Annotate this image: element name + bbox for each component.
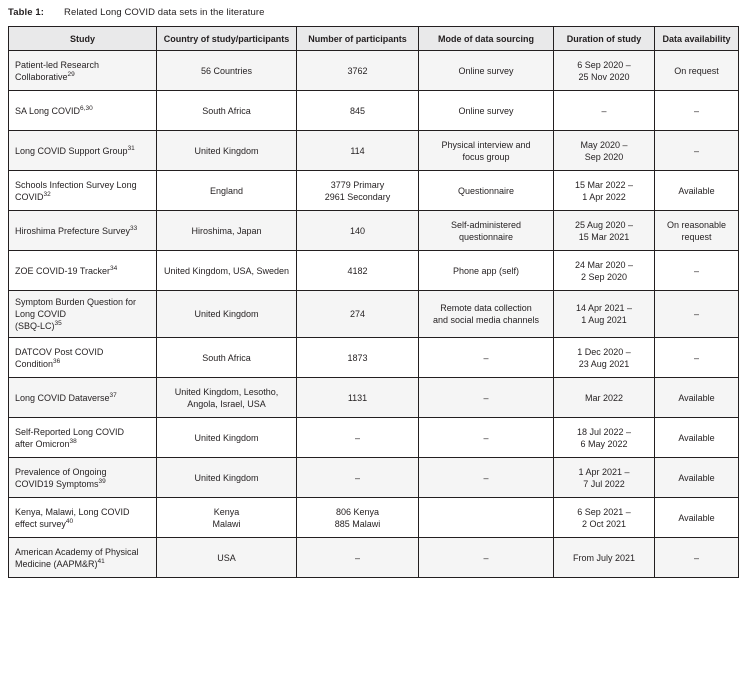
cell-duration [554,211,655,251]
cell-duration [554,291,655,338]
cell-duration [554,91,655,131]
cell-duration [554,338,655,378]
cell-sourcing [419,251,554,291]
cell-availability-line: – [693,145,699,156]
cell-duration [554,378,655,418]
cell-duration-line: 6 Sep 2020 – [577,59,631,70]
cell-country-line: United Kingdom [194,432,259,443]
cell-availability [655,171,739,211]
cell-participants-line: – [354,472,360,483]
cell-study [9,251,157,291]
long-covid-datasets-table [8,26,739,578]
study-reference-superscript: 32 [43,190,51,198]
table-header [9,27,739,51]
study-line: after Omicron$^{38}$ [15,437,77,449]
cell-duration-line: 14 Apr 2021 – [575,303,633,313]
cell-country-line: United Kingdom, Lesotho, [174,386,279,397]
study-reference-superscript: 37 [109,391,117,399]
cell-participants [297,378,419,418]
table-caption [8,6,738,20]
cell-availability-line: Available [678,392,715,403]
table-row [9,338,739,378]
study-line: SA Long COVID$^{6,30}$ [15,104,93,116]
cell-country [157,458,297,498]
column-header-availability: Data availability [655,27,739,51]
study-line: Prevalence of Ongoing [15,466,107,477]
cell-country-line: United Kingdom [194,472,259,483]
cell-sourcing-line: – [483,552,489,563]
cell-country [157,418,297,458]
study-line: Long COVID Dataverse$^{37}$ [15,391,117,403]
study-reference-superscript: 40 [65,517,74,525]
cell-country [157,498,297,538]
cell-duration-line: 2 Sep 2020 [580,271,628,282]
cell-sourcing [419,418,554,458]
table-row [9,171,739,211]
table-row [9,251,739,291]
study-reference-superscript: 38 [69,437,77,445]
cell-duration [554,251,655,291]
cell-country [157,251,297,291]
cell-duration-line: 7 Jul 2022 [583,478,625,489]
study-line: American Academy of Physical [15,546,139,557]
cell-sourcing [419,291,554,338]
cell-sourcing-line: – [483,392,489,403]
cell-sourcing [419,498,554,538]
cell-availability [655,338,739,378]
cell-study [9,378,157,418]
table-row [9,291,739,338]
cell-availability [655,538,739,578]
cell-participants-line: 3779 Primary [330,179,385,190]
table-header-row [9,27,739,51]
cell-availability [655,458,739,498]
study-reference-superscript: 29 [67,70,75,78]
cell-sourcing-line: Remote data collection [440,303,532,313]
cell-country-line: England [209,185,244,196]
cell-duration-line: 25 Nov 2020 [578,71,630,82]
study-line: Medicine (AAPM&R)$^{41}$ [15,557,105,569]
cell-duration-line: Sep 2020 [584,151,624,162]
cell-participants [297,498,419,538]
cell-duration-line: Mar 2022 [584,392,624,403]
cell-country [157,91,297,131]
cell-availability-line: – [693,552,699,563]
cell-sourcing-line: Self-administered [450,219,522,230]
cell-sourcing-line: questionnaire [458,231,514,242]
cell-country-line: Malawi [212,518,241,529]
cell-study [9,338,157,378]
cell-availability [655,251,739,291]
study-line: Symptom Burden Question for [15,297,137,307]
cell-sourcing [419,211,554,251]
cell-availability-line: Available [678,185,715,196]
cell-sourcing [419,51,554,91]
cell-study [9,291,157,338]
table-row [9,418,739,458]
cell-participants [297,131,419,171]
cell-participants [297,91,419,131]
table-row [9,211,739,251]
study-line: COVID19 Symptoms$^{39}$ [15,477,106,489]
cell-duration-line: – [601,105,607,116]
study-line: Schools Infection Survey Long [15,179,137,190]
cell-country [157,51,297,91]
cell-country [157,131,297,171]
column-header-sourcing: Mode of data sourcing [419,27,554,51]
cell-country [157,378,297,418]
table-row [9,538,739,578]
cell-duration [554,418,655,458]
study-line: Self-Reported Long COVID [15,426,125,437]
cell-participants-line: 845 [349,105,366,116]
cell-participants [297,458,419,498]
column-header-study: Study [9,27,157,51]
table-row [9,458,739,498]
cell-duration [554,171,655,211]
cell-sourcing-line: Phone app (self) [452,265,520,276]
cell-availability [655,378,739,418]
cell-duration [554,458,655,498]
cell-sourcing [419,458,554,498]
cell-availability [655,498,739,538]
cell-participants-line: – [354,432,360,443]
cell-availability [655,291,739,338]
cell-availability-line: – [693,105,699,116]
cell-duration-line: From July 2021 [572,552,636,563]
cell-country [157,211,297,251]
cell-participants-line: 3762 [347,65,368,76]
cell-sourcing [419,171,554,211]
cell-duration-line: 23 Aug 2021 [578,358,630,369]
cell-country-line: South Africa [202,105,251,116]
cell-availability-line: – [693,265,699,276]
cell-study [9,131,157,171]
table-row [9,131,739,171]
cell-duration-line: 15 Mar 2022 – [574,179,634,190]
cell-availability-line: Available [678,432,715,443]
cell-sourcing-line: Physical interview and [441,139,531,150]
study-line: Collaborative$^{29}$ [15,70,75,82]
study-line: Condition$^{36}$ [15,357,61,369]
study-line: effect survey$^{40}$ [15,517,74,529]
cell-country-line: Hiroshima, Japan [191,225,262,236]
cell-duration [554,498,655,538]
cell-duration-line: 1 Dec 2020 – [577,346,631,357]
cell-study [9,91,157,131]
study-line: ZOE COVID-19 Tracker$^{34}$ [15,264,118,276]
cell-study [9,538,157,578]
caption-text: Related Long COVID data sets in the literature [64,7,265,18]
cell-duration-line: 1 Apr 2021 – [578,466,630,477]
cell-participants-line: – [354,552,360,563]
cell-country [157,291,297,338]
study-reference-superscript: 6,30 [80,104,93,112]
cell-participants-line: 806 Kenya [335,506,380,517]
cell-participants [297,418,419,458]
cell-participants [297,291,419,338]
cell-availability [655,51,739,91]
cell-country-line: Angola, Israel, USA [187,398,266,409]
cell-participants [297,171,419,211]
study-reference-superscript: 35 [54,320,62,327]
cell-country-line: Kenya [213,506,240,517]
cell-availability-line: On reasonable [666,219,727,230]
study-line: Kenya, Malawi, Long COVID [15,506,130,517]
cell-duration-line: 6 Sep 2021 – [577,506,631,517]
cell-duration-line: 15 Mar 2021 [578,231,630,242]
cell-participants-line: 140 [349,225,366,236]
study-reference-superscript: 39 [98,477,106,485]
cell-sourcing [419,378,554,418]
cell-duration [554,51,655,91]
study-reference-superscript: 31 [127,144,135,152]
cell-country-line: United Kingdom [194,309,259,319]
cell-sourcing [419,538,554,578]
table-row [9,378,739,418]
study-line: Hiroshima Prefecture Survey$^{33}$ [15,224,138,236]
table-row [9,498,739,538]
cell-study [9,498,157,538]
study-line: Patient-led Research [15,59,100,70]
cell-availability-line: On request [674,65,719,76]
table-body [9,51,739,578]
cell-study [9,418,157,458]
cell-sourcing [419,91,554,131]
cell-availability-line: Available [678,512,715,523]
study-reference-superscript: 34 [110,264,118,272]
cell-sourcing-line: Questionnaire [457,185,515,196]
cell-sourcing [419,338,554,378]
table-row [9,91,739,131]
study-line: DATCOV Post COVID [15,346,104,357]
cell-participants [297,538,419,578]
cell-availability-line: – [693,352,699,363]
column-header-participants: Number of participants [297,27,419,51]
column-header-duration: Duration of study [554,27,655,51]
cell-study [9,51,157,91]
cell-country-line: United Kingdom [194,145,259,156]
study-reference-superscript: 36 [53,357,61,365]
cell-duration-line: May 2020 – [580,139,628,150]
cell-country [157,338,297,378]
study-reference-superscript: 41 [97,557,105,565]
cell-duration [554,131,655,171]
cell-duration-line: 1 Apr 2022 [582,191,626,202]
study-line: Long COVID [15,309,67,319]
cell-duration [554,538,655,578]
cell-sourcing-line: focus group [462,151,510,162]
cell-study [9,211,157,251]
table-row [9,51,739,91]
cell-availability [655,211,739,251]
cell-availability [655,418,739,458]
cell-sourcing-line: Online survey [458,105,514,116]
cell-duration-line: 25 Aug 2020 – [574,219,634,230]
cell-availability [655,131,739,171]
cell-sourcing [419,131,554,171]
cell-duration-line: 1 Aug 2021 [581,315,627,325]
study-line: COVID$^{32}$ [15,190,51,202]
study-reference-superscript: 33 [130,224,138,232]
study-line: Long COVID Support Group$^{31}$ [15,144,135,156]
cell-participants-line: 1131 [347,392,368,403]
cell-duration-line: 6 May 2022 [580,438,628,449]
cell-sourcing-line: Online survey [458,65,514,76]
cell-participants [297,211,419,251]
cell-country-line: 56 Countries [200,65,253,76]
cell-study [9,171,157,211]
cell-availability-line: Available [678,472,715,483]
cell-country [157,171,297,211]
cell-participants [297,51,419,91]
cell-duration-line: 18 Jul 2022 – [576,426,632,437]
cell-duration-line: 2 Oct 2021 [581,518,627,529]
cell-study [9,458,157,498]
cell-availability-line: – [693,309,699,319]
cell-sourcing-line: – [483,352,489,363]
cell-participants-line: 114 [350,145,365,156]
cell-participants [297,338,419,378]
cell-country-line: United Kingdom, USA, Sweden [163,265,290,276]
cell-country-line: South Africa [202,352,251,363]
cell-availability-line: request [681,231,712,242]
cell-participants-line: 885 Malawi [334,518,381,529]
cell-participants-line: 2961 Secondary [324,191,391,202]
cell-sourcing-line: – [483,472,489,483]
cell-availability [655,91,739,131]
cell-participants-line: 274 [349,309,366,319]
cell-participants [297,251,419,291]
cell-sourcing-line: – [483,432,489,443]
study-line: $(SBQ-LC)^{35}$ [15,320,62,331]
column-header-country: Country of study/participants [157,27,297,51]
cell-sourcing-line: and social media channels [432,315,540,325]
cell-duration-line: 24 Mar 2020 – [574,259,634,270]
cell-country [157,538,297,578]
cell-participants-line: 1873 [347,352,368,363]
cell-country-line: USA [217,552,236,563]
cell-participants-line: 4182 [347,265,368,276]
caption-label: Table 1: [8,7,44,18]
